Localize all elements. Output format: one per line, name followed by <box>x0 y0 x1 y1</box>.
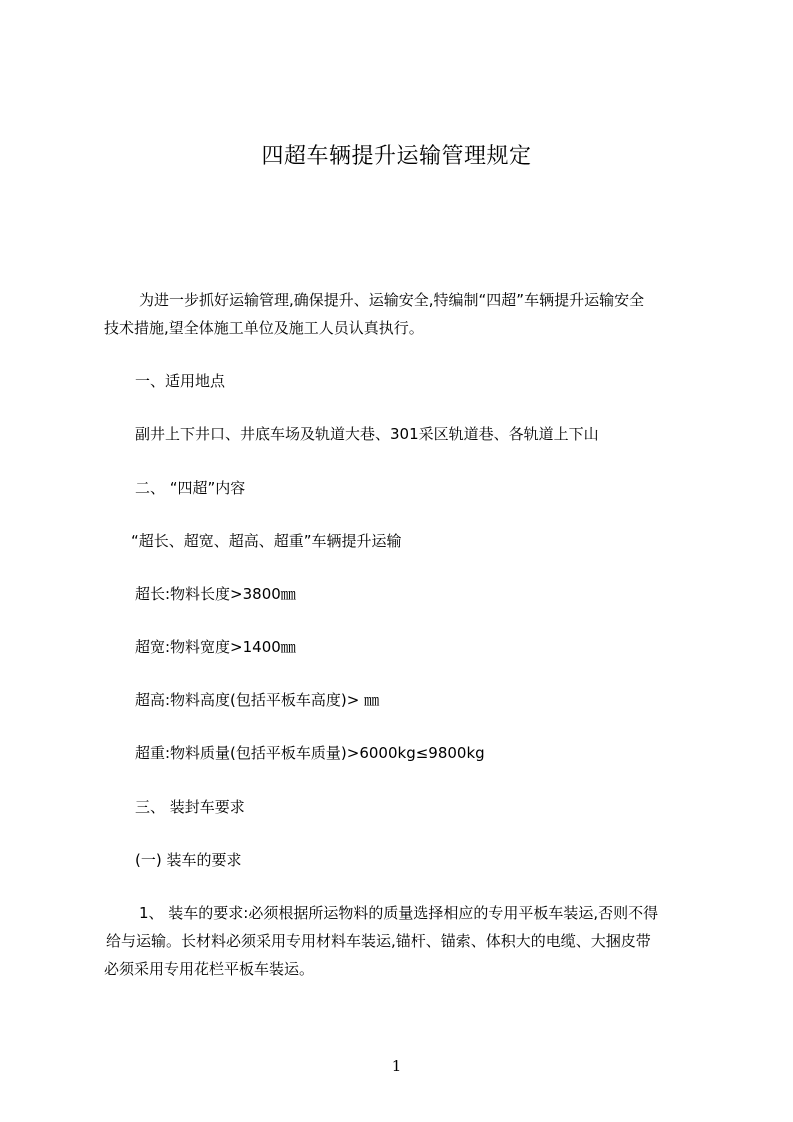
page-number: 1 <box>391 1057 402 1075</box>
intro-line-2: 技术措施,望全体施工单位及施工人员认真执行。 <box>104 319 424 337</box>
section-3-heading: 三、 装封车要求 <box>135 798 245 816</box>
loading-requirement-line-3: 必须采用专用花栏平板车装运。 <box>104 960 315 978</box>
document-title: 四超车辆提升运输管理规定 <box>261 144 532 169</box>
loading-requirement-line-1: 1、 装车的要求:必须根据所运物料的质量选择相应的专用平板车装运,否则不得 <box>139 904 659 922</box>
intro-line-1: 为进一步抓好运输管理,确保提升、运输安全,特编制“四超”车辆提升运输安全 <box>139 291 645 309</box>
section-2-heading: 二、 “四超”内容 <box>135 479 246 497</box>
spec-item-over-width: 超宽:物料宽度>1400㎜ <box>135 638 296 656</box>
loading-requirement-line-2: 给与运输。长材料必须采用专用材料车装运,锚杆、锚索、体积大的电缆、大捆皮带 <box>106 932 651 950</box>
section-3-subheading: (一) 装车的要求 <box>135 851 242 869</box>
spec-item-over-height: 超高:物料高度(包括平板车高度)> ㎜ <box>135 691 380 709</box>
section-1-body: 副井上下井口、井底车场及轨道大巷、301采区轨道巷、各轨道上下山 <box>135 425 599 443</box>
section-1-heading: 一、适用地点 <box>135 372 226 390</box>
spec-item-over-weight: 超重:物料质量(包括平板车质量)>6000kg≤9800kg <box>135 744 485 762</box>
section-2-summary: “超长、超宽、超高、超重”车辆提升运输 <box>131 532 402 550</box>
spec-item-over-length: 超长:物料长度>3800㎜ <box>135 585 296 603</box>
